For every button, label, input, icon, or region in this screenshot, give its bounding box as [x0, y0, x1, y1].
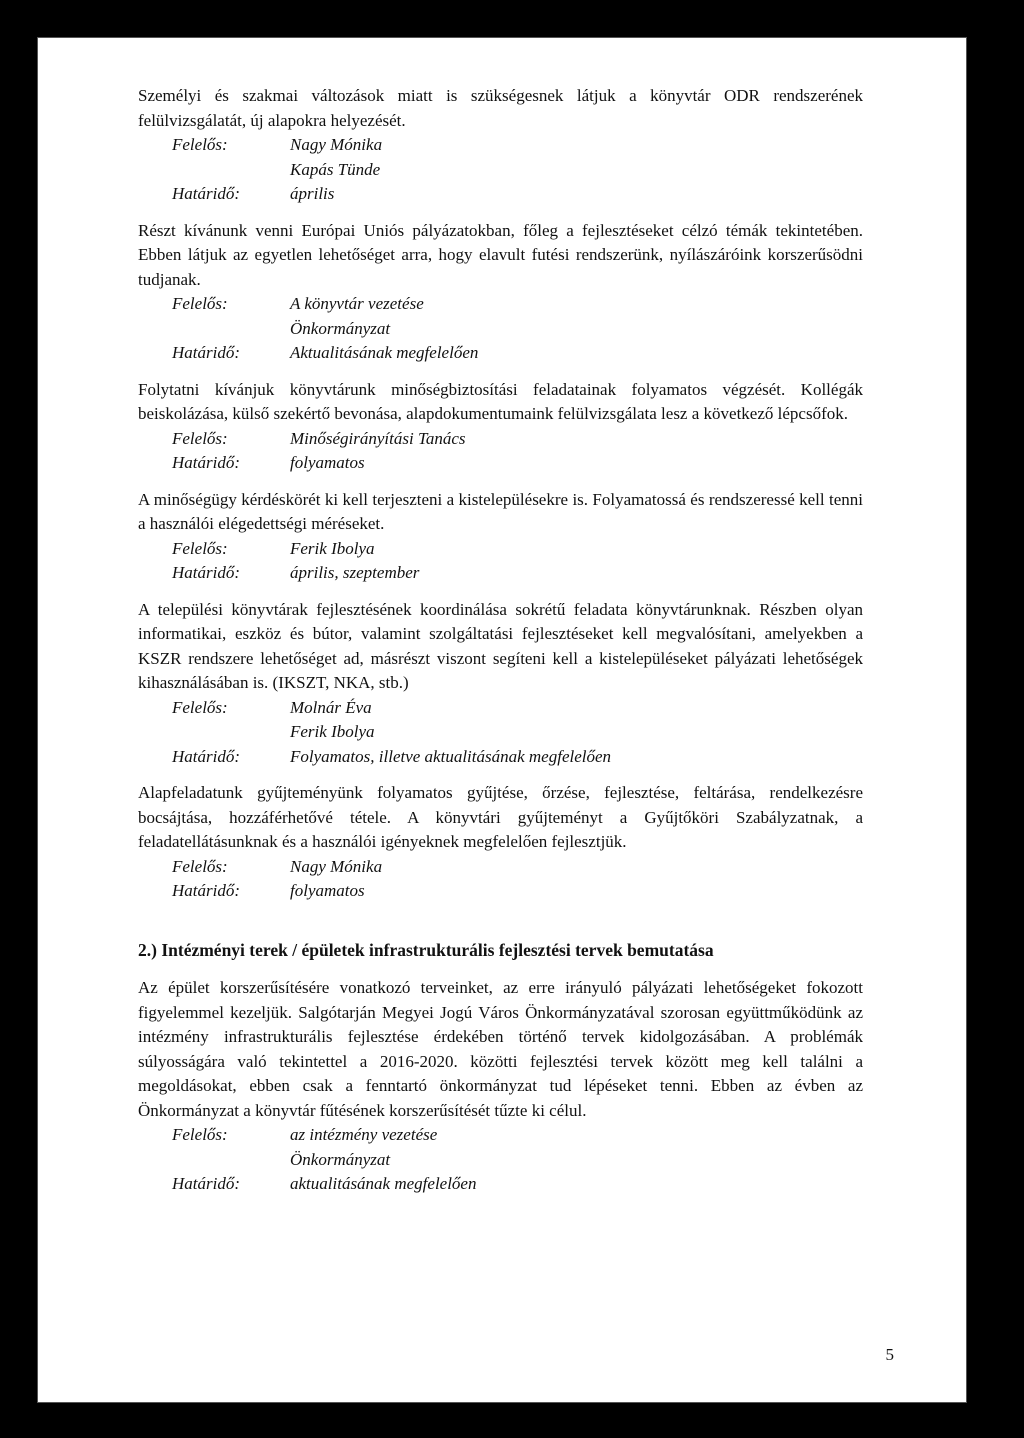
deadline-value: április, szeptember	[290, 563, 420, 582]
deadline-value: folyamatos	[290, 453, 365, 472]
responsible-value: Molnár Éva	[290, 697, 372, 717]
deadline-value: folyamatos	[290, 881, 365, 900]
deadline-value: április	[290, 184, 335, 203]
responsible-value: Ferik Ibolya	[290, 538, 375, 558]
deadline-value: Folyamatos, illetve aktualitásának megfelelően	[290, 746, 612, 766]
document-content	[138, 84, 863, 1197]
responsibility-block	[172, 855, 863, 904]
responsible-label: Felelős:	[172, 294, 228, 313]
responsible-label: Felelős:	[172, 856, 228, 876]
responsible-label: Felelős:	[172, 428, 228, 448]
responsible-value: Kapás Tünde	[290, 159, 381, 179]
responsible-value: Ferik Ibolya	[290, 722, 375, 741]
paragraph: Alapfeladatunk gyűjteményünk folyamatos gyűjtése, őrzése, fejlesztése, feltárása, rendelkezésre bocsájtása, hozzáférhetővé tétele. A könyvtári gyűjteményt a Gyűjtőköri Szabályzatnak, a feladatellátásunknak és a használói igényeknek megfelelően fejlesztjük.	[138, 783, 863, 851]
document-page	[37, 37, 967, 1403]
paragraph: A minőségügy kérdéskörét ki kell terjeszteni a kistelepülésekre is. Folyamatossá és rendszeressé kell tenni a használói elégedettségi méréseket.	[138, 489, 863, 533]
responsible-value: Minőségirányítási Tanács	[290, 428, 466, 448]
responsible-label: Felelős:	[172, 1125, 228, 1144]
responsible-value: Nagy Mónika	[290, 135, 383, 154]
responsibility-block	[172, 537, 863, 586]
paragraph: A települési könyvtárak fejlesztésének koordinálása sokrétű feladata könyvtárunknak. Részben olyan informatikai, eszköz és bútor, valamint szolgáltatási fejlesztéseket kell megvalósítani, amelyekben a KSZR rendszere lehetőséget ad, másrészt viszont segíteni kell a kistelepüléseket pályázati lehetőségek kihasználásában is. (IKSZT, NKA, stb.)	[138, 599, 863, 692]
responsibility-block	[172, 696, 863, 770]
section-heading: 2.) Intézményi terek / épületek infrastrukturális fejlesztési tervek bemutatása	[138, 939, 714, 960]
deadline-label: Határidő:	[172, 746, 240, 766]
deadline-label: Határidő:	[172, 881, 240, 900]
responsible-label: Felelős:	[172, 538, 228, 558]
responsible-value: A könyvtár vezetése	[290, 294, 424, 313]
responsible-label: Felelős:	[172, 697, 228, 717]
paragraph: Részt kívánunk venni Európai Uniós pályázatokban, főleg a fejlesztéseket célzó témák tekintetében. Ebben látjuk az egyetlen lehetőséget arra, hogy elavult futési rendszerünk, nyílászáróink korszerűsödni tudjanak.	[138, 220, 863, 289]
responsible-label: Felelős:	[172, 135, 228, 154]
responsibility-block	[172, 292, 863, 366]
responsible-value: az intézmény vezetése	[290, 1125, 438, 1144]
deadline-label: Határidő:	[172, 453, 240, 472]
page-number: 5	[885, 1345, 894, 1364]
responsible-value: Önkormányzat	[290, 318, 391, 338]
paragraph: Folytatni kívánjuk könyvtárunk minőségbiztosítási feladatainak folyamatos végzését. Kollégák beiskolázása, külső szekértő bevonása, alapdokumentumaink felülvizsgálata lesz a következő lépcsőfok.	[138, 379, 863, 423]
paragraph: Személyi és szakmai változások miatt is szükségesnek látjuk a könyvtár ODR rendszerének felülvizsgálatát, új alapokra helyezését.	[138, 86, 863, 130]
responsibility-block	[172, 1123, 863, 1197]
deadline-label: Határidő:	[172, 563, 240, 582]
paragraph: Az épület korszerűsítésére vonatkozó terveinket, az erre irányuló pályázati lehetőségeket fokozott figyelemmel kezeljük. Salgótarján Megyei Jogú Város Önkormányzatával szorosan együttműködünk az intézmény infrastrukturális fejlesztése érdekében történő tervek kidolgozásában. A problémák súlyosságára való tekintettel a 2016-2020. közötti fejlesztési tervek között meg kell találni a megoldásokat, ebben csak a fenntartó önkormányzat tud lépéseket tenni. Ebben az évben az Önkormányzat a könyvtár fűtésének korszerűsítését tűzte ki célul.	[138, 978, 863, 1120]
deadline-label: Határidő:	[172, 184, 240, 203]
deadline-value: aktualitásának megfelelően	[290, 1174, 477, 1193]
responsibility-block	[172, 133, 863, 207]
responsible-value: Önkormányzat	[290, 1149, 391, 1169]
deadline-label: Határidő:	[172, 343, 240, 362]
responsible-value: Nagy Mónika	[290, 856, 383, 876]
responsibility-block	[172, 427, 863, 476]
deadline-value: Aktualitásának megfelelően	[290, 343, 479, 362]
deadline-label: Határidő:	[172, 1174, 240, 1193]
